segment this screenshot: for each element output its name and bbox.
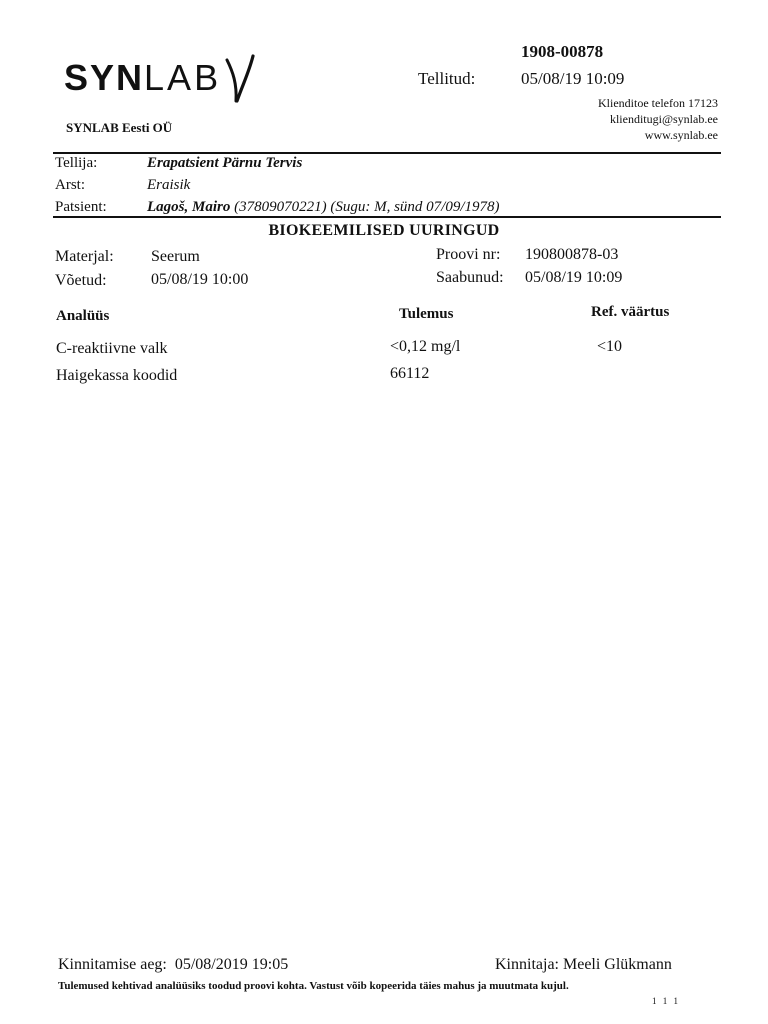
arrived-label: Saabunud:	[436, 269, 504, 286]
analysis-result: <0,12 mg/l	[390, 338, 461, 355]
synlab-leaf-icon	[223, 54, 257, 104]
analysis-result: 66112	[390, 365, 430, 382]
synlab-logo	[64, 52, 257, 104]
patient-label: Patsient:	[55, 199, 107, 215]
page-mark: 1 1 1	[652, 996, 680, 1006]
column-header-result: Tulemus	[399, 306, 454, 322]
material-label: Materjal:	[55, 248, 114, 265]
confirmation-time	[58, 956, 288, 974]
taken-value: 05/08/19 10:00	[151, 271, 249, 288]
footnote: Tulemused kehtivad analüüsiks toodud proovi kohta. Vastust võib kopeerida täies mahus ja muutmata kujul.	[58, 980, 569, 992]
patient-value: Lagoš, Mairo (37809070221) (Sugu: M, sünd 07/09/1978)	[147, 199, 500, 215]
confirmer-label: Kinnitaja:	[495, 956, 559, 973]
confirmer	[495, 956, 672, 974]
logo-wordmark	[64, 52, 221, 104]
analysis-name: Haigekassa koodid	[56, 367, 178, 384]
order-number: 1908-00878	[521, 42, 604, 61]
ordered-label: Tellitud:	[418, 69, 476, 88]
logo-text-light: LAB	[144, 57, 222, 98]
orderer-label: Tellija:	[55, 155, 98, 171]
sample-number-label: Proovi nr:	[436, 246, 501, 263]
sample-number-value: 190800878-03	[525, 246, 619, 263]
column-header-reference: Ref. väärtus	[591, 304, 670, 320]
reference-value: <10	[597, 338, 623, 355]
doctor-value: Eraisik	[147, 177, 191, 193]
material-value: Seerum	[151, 248, 200, 265]
confirmation-time-value: 05/08/2019 19:05	[174, 956, 289, 973]
arrived-value: 05/08/19 10:09	[525, 269, 623, 286]
confirmer-value: Meeli Glükmann	[562, 956, 672, 973]
divider-middle	[53, 216, 721, 218]
orderer-value: Erapatsient Pärnu Tervis	[147, 155, 303, 171]
column-header-analysis: Analüüs	[56, 308, 110, 324]
patient-name: Lagoš, Mairo	[147, 199, 231, 215]
section-title: BIOKEEMILISED UURINGUD	[268, 222, 500, 239]
contact-email: klienditugi@synlab.ee	[609, 112, 718, 126]
divider-top	[53, 152, 721, 154]
doctor-label: Arst:	[55, 177, 85, 193]
confirmation-time-label: Kinnitamise aeg:	[58, 956, 167, 973]
analysis-name: C-reaktiivne valk	[56, 340, 168, 357]
contact-phone: Klienditoe telefon 17123	[598, 96, 718, 110]
company-name: SYNLAB Eesti OÜ	[66, 120, 173, 135]
logo-text-bold: SYN	[64, 57, 145, 98]
contact-website: www.synlab.ee	[644, 128, 718, 142]
taken-label: Võetud:	[55, 272, 107, 289]
ordered-value: 05/08/19 10:09	[521, 69, 625, 88]
